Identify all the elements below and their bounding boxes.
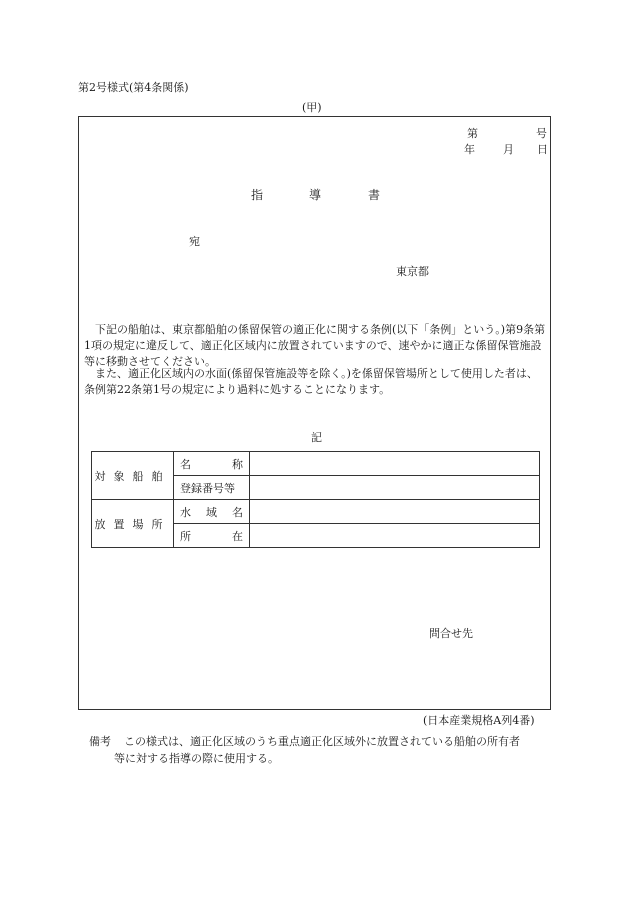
field-label-char: 名: [180, 457, 191, 471]
remarks-text: [114, 733, 544, 767]
document-title-char-1: 指: [251, 188, 264, 202]
issuer-name: 東京都: [396, 265, 429, 278]
body-paragraph-1: 下記の船舶は、東京都船舶の係留保管の適正化に関する条例(以下「条例」という。)第9条第1項の規定に違反して、適正化区域内に放置されていますので、速やかに適正な係留保管施設等に移動させてください。: [84, 323, 546, 368]
water-area-name-value[interactable]: [250, 500, 540, 524]
field-water-area-name: [174, 500, 250, 524]
body-paragraph-2: また、適正化区域内の水面(係留保管施設等を除く。)を係留保管場所として使用した者は、条例第22条第1号の規定により過料に処することになります。: [84, 367, 538, 396]
form-number-title: 第2号様式(第4条関係): [78, 81, 189, 94]
date-day-label: 日: [537, 143, 548, 156]
vessel-info-table: [91, 451, 540, 548]
field-label-char: 域: [206, 505, 217, 519]
category-vessel: 対象船舶: [92, 452, 174, 500]
document-frame: [78, 116, 551, 710]
field-label-char: 水: [180, 505, 191, 519]
table-row: [92, 500, 540, 524]
document-number-suffix: 号: [536, 127, 547, 140]
vessel-name-value[interactable]: [250, 452, 540, 476]
field-name: [174, 452, 250, 476]
field-label-text: 登録番号等: [180, 481, 235, 495]
paper-standard-note: (日本産業規格A列4番): [423, 714, 535, 727]
ki-heading: 記: [311, 431, 322, 444]
address-value[interactable]: [250, 524, 540, 548]
remarks-label: 備考: [89, 735, 111, 748]
field-label-char: 名: [232, 505, 243, 519]
form-variant-label: (甲): [302, 101, 322, 114]
table-row: [92, 452, 540, 476]
contact-label: 問合せ先: [429, 627, 473, 640]
field-registration-number: [174, 476, 250, 500]
document-title-char-2: 導: [309, 188, 322, 202]
document-number-prefix: 第: [467, 127, 478, 140]
date-year-label: 年: [464, 143, 475, 156]
registration-number-value[interactable]: [250, 476, 540, 500]
addressee-label: 宛: [189, 235, 200, 248]
field-label-char: 所: [180, 529, 191, 543]
date-month-label: 月: [503, 143, 514, 156]
field-address: [174, 524, 250, 548]
category-location: 放置場所: [92, 500, 174, 548]
field-label-char: 称: [232, 457, 243, 471]
document-title-char-3: 書: [368, 188, 381, 202]
remarks-line-2: 等に対する指導の際に使用する。: [114, 752, 279, 765]
field-label-char: 在: [232, 529, 243, 543]
remarks-line-1: この様式は、適正化区域のうち重点適正化区域外に放置されている船舶の所有者: [124, 735, 520, 748]
